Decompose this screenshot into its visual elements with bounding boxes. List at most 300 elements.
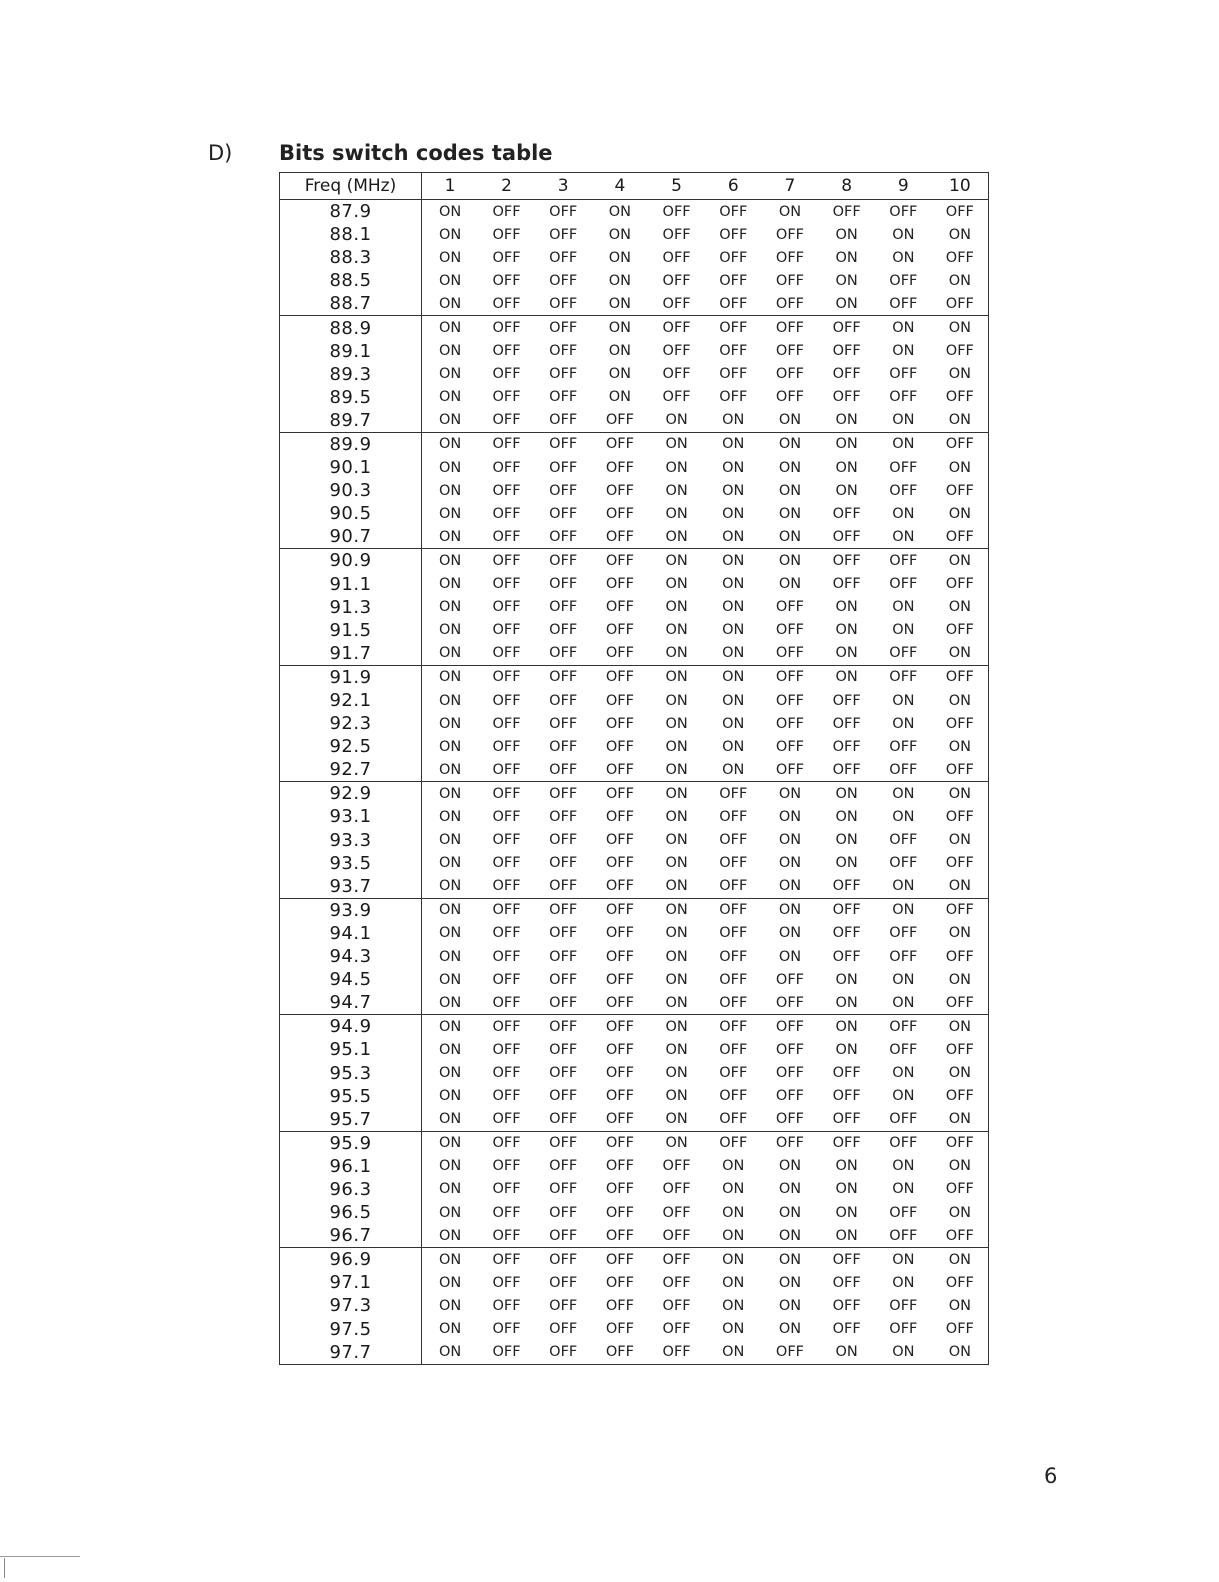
bit-cell: ON (608, 226, 632, 243)
bit-cell: OFF (832, 948, 861, 965)
freq-cell: 93.1 (280, 805, 422, 828)
freq-cell: 88.7 (280, 292, 422, 316)
bit-cell: OFF (535, 1248, 592, 1272)
bit-column-header: 7 (762, 173, 819, 200)
bit-cell: ON (835, 412, 858, 429)
bit-cell: OFF (605, 692, 634, 709)
bit-cell: OFF (549, 1181, 578, 1198)
bit-cell: OFF (605, 1344, 634, 1361)
bit-cell: ON (892, 1344, 915, 1361)
bit-cell: OFF (478, 898, 535, 922)
bit-cell: OFF (945, 1321, 974, 1338)
freq-cell: 90.9 (280, 549, 422, 573)
bit-cell: ON (438, 412, 462, 429)
table-row (280, 1271, 989, 1294)
bit-cell: OFF (775, 622, 805, 639)
bit-cell: OFF (705, 898, 762, 922)
bit-cell: OFF (662, 1181, 691, 1198)
bit-cell: ON (438, 1321, 462, 1338)
bit-cell: OFF (549, 482, 578, 499)
bit-cell: OFF (945, 1088, 974, 1105)
bit-cell: ON (438, 971, 462, 988)
bit-cell: OFF (549, 948, 578, 965)
table-row (280, 945, 989, 968)
bit-cell: OFF (478, 316, 535, 340)
bit-cell: OFF (818, 1131, 875, 1155)
bit-cell: ON (722, 1204, 745, 1221)
bit-cell: ON (705, 1248, 762, 1272)
bit-column-header: 3 (535, 173, 592, 200)
freq-cell: 92.9 (280, 782, 422, 806)
table-row (280, 1061, 989, 1084)
bit-cell: ON (948, 832, 971, 849)
bit-cell: ON (608, 389, 632, 406)
bit-cell: OFF (492, 622, 521, 639)
bit-cell: ON (948, 738, 971, 755)
bit-cell: OFF (719, 925, 748, 942)
freq-cell: 90.5 (280, 502, 422, 525)
bit-cell: OFF (492, 389, 521, 406)
bit-cell: OFF (492, 808, 521, 825)
bit-cell: OFF (662, 1274, 691, 1291)
bit-cell: OFF (549, 715, 578, 732)
freq-cell: 96.1 (280, 1155, 422, 1178)
bit-cell: ON (932, 1015, 989, 1039)
bit-cell: OFF (832, 505, 861, 522)
bit-cell: OFF (889, 1204, 918, 1221)
bit-cell: ON (722, 692, 745, 709)
bit-cell: ON (835, 226, 858, 243)
bit-column-header: 9 (875, 173, 932, 200)
freq-cell: 93.3 (280, 829, 422, 852)
bit-cell: ON (948, 878, 971, 895)
bit-cell: OFF (478, 782, 535, 806)
bit-cell: ON (665, 505, 688, 522)
bit-cell: OFF (832, 1274, 861, 1291)
bit-cell: OFF (492, 925, 521, 942)
bit-cell: ON (892, 1181, 915, 1198)
bit-cell: ON (648, 898, 705, 922)
bit-cell: OFF (662, 249, 691, 266)
bit-cell: ON (665, 576, 688, 593)
bit-cell: ON (892, 1065, 915, 1082)
bit-cell: OFF (605, 482, 634, 499)
bit-cell: ON (948, 366, 971, 383)
bit-cell: OFF (592, 898, 649, 922)
table-row (280, 991, 989, 1015)
freq-cell: 92.5 (280, 735, 422, 758)
bit-cell: ON (665, 1041, 688, 1058)
freq-cell: 88.9 (280, 316, 422, 340)
bit-cell: ON (608, 272, 632, 289)
table-row (280, 689, 989, 712)
freq-cell: 95.7 (280, 1108, 422, 1132)
bit-cell: ON (778, 1204, 802, 1221)
bit-cell: OFF (945, 808, 974, 825)
bit-cell: ON (722, 459, 745, 476)
bit-cell: ON (438, 295, 462, 312)
bit-cell: ON (438, 1111, 462, 1128)
bit-cell: OFF (762, 665, 819, 689)
bit-cell: ON (422, 1131, 479, 1155)
table-row (280, 619, 989, 642)
bit-cell: OFF (492, 366, 521, 383)
bit-cell: OFF (592, 1248, 649, 1272)
bit-cell: ON (438, 808, 462, 825)
freq-cell: 92.3 (280, 712, 422, 735)
bit-cell: OFF (605, 1111, 634, 1128)
table-row (280, 968, 989, 991)
bit-cell: ON (762, 1248, 819, 1272)
table-row (280, 549, 989, 573)
bit-cell: OFF (492, 412, 521, 429)
freq-cell: 90.3 (280, 479, 422, 502)
bit-cell: ON (422, 549, 479, 573)
bit-cell: OFF (832, 692, 861, 709)
bit-cell: OFF (818, 898, 875, 922)
bit-cell: ON (722, 1274, 745, 1291)
bit-cell: OFF (719, 226, 748, 243)
bit-cell: OFF (719, 389, 748, 406)
table-row (280, 1318, 989, 1341)
bit-cell: OFF (889, 1227, 918, 1244)
bit-cell: ON (722, 1321, 745, 1338)
freq-cell: 93.9 (280, 898, 422, 922)
bit-cell: OFF (889, 272, 918, 289)
bit-cell: ON (778, 925, 802, 942)
section-letter: D) (208, 141, 233, 165)
bit-cell: OFF (492, 1065, 521, 1082)
bit-cell: ON (948, 692, 971, 709)
bit-cell: OFF (662, 343, 691, 360)
bit-cell: ON (648, 665, 705, 689)
bit-cell: OFF (832, 389, 861, 406)
bit-cell: OFF (889, 1041, 918, 1058)
bit-cell: ON (948, 505, 971, 522)
bit-cell: ON (722, 645, 745, 662)
bit-cell: OFF (932, 432, 989, 456)
bit-cell: ON (932, 782, 989, 806)
bit-cell: OFF (478, 1131, 535, 1155)
bit-cell: OFF (492, 576, 521, 593)
bit-cell: ON (438, 1227, 462, 1244)
bit-cell: OFF (605, 1274, 634, 1291)
freq-cell: 94.7 (280, 991, 422, 1015)
bit-cell: ON (438, 761, 462, 778)
bit-cell: ON (948, 1111, 971, 1128)
bit-cell: OFF (662, 1158, 691, 1175)
bit-cell: OFF (492, 203, 521, 220)
bit-cell: OFF (719, 366, 748, 383)
bit-cell: ON (665, 761, 688, 778)
bit-cell: OFF (549, 1321, 578, 1338)
table-row (280, 292, 989, 316)
bit-cell: OFF (945, 715, 974, 732)
bit-cell: OFF (492, 459, 521, 476)
bit-cell: ON (948, 645, 971, 662)
bit-cell: OFF (945, 1181, 974, 1198)
bit-cell: ON (948, 412, 971, 429)
bit-cell: OFF (549, 1204, 578, 1221)
bit-cell: OFF (775, 761, 805, 778)
bit-cell: OFF (605, 528, 634, 545)
freq-cell: 96.7 (280, 1224, 422, 1248)
bit-cell: ON (835, 971, 858, 988)
bit-cell: OFF (492, 1158, 521, 1175)
bit-cell: OFF (605, 1181, 634, 1198)
freq-cell: 91.5 (280, 619, 422, 642)
bit-cell: ON (722, 528, 745, 545)
freq-cell: 96.9 (280, 1248, 422, 1272)
bit-cell: ON (835, 272, 858, 289)
bit-cell: OFF (549, 1111, 578, 1128)
bit-cell: OFF (549, 1344, 578, 1361)
bit-cell: ON (665, 645, 688, 662)
bit-column-header: 6 (705, 173, 762, 200)
bit-cell: OFF (605, 1321, 634, 1338)
bit-cell: ON (438, 505, 462, 522)
bit-cell: ON (948, 1158, 971, 1175)
bit-cell: OFF (549, 1227, 578, 1244)
bit-cell: OFF (492, 272, 521, 289)
bit-cell: ON (892, 249, 915, 266)
bit-cell: OFF (775, 295, 805, 312)
bit-cell: OFF (945, 249, 974, 266)
bit-cell: OFF (605, 738, 634, 755)
bit-cell: OFF (719, 832, 748, 849)
bit-cell: ON (665, 692, 688, 709)
bit-cell: OFF (889, 576, 918, 593)
table-row (280, 758, 989, 782)
bit-cell: OFF (889, 1321, 918, 1338)
freq-cell: 95.3 (280, 1061, 422, 1084)
freq-cell: 87.9 (280, 200, 422, 224)
bit-cell: OFF (889, 389, 918, 406)
bit-cell: ON (438, 249, 462, 266)
bit-cell: ON (835, 599, 858, 616)
bit-cell: ON (892, 599, 915, 616)
bit-cell: OFF (775, 389, 805, 406)
table-row (280, 502, 989, 525)
table-row (280, 432, 989, 456)
bit-cell: OFF (889, 832, 918, 849)
bit-cell: OFF (662, 1297, 691, 1314)
bit-cell: OFF (549, 505, 578, 522)
bit-cell: OFF (492, 1181, 521, 1198)
freq-cell: 96.3 (280, 1178, 422, 1201)
bit-cell: ON (608, 366, 632, 383)
bit-cell: ON (438, 994, 462, 1011)
bit-cell: ON (778, 459, 802, 476)
bit-cell: OFF (492, 1227, 521, 1244)
freq-cell: 88.3 (280, 246, 422, 269)
bit-cell: OFF (549, 343, 578, 360)
freq-cell: 89.5 (280, 386, 422, 409)
bit-cell: OFF (549, 528, 578, 545)
bit-cell: ON (818, 1015, 875, 1039)
freq-cell: 88.1 (280, 223, 422, 246)
bit-cell: ON (835, 249, 858, 266)
bit-cell: ON (892, 971, 915, 988)
bit-cell: OFF (775, 343, 805, 360)
bit-cell: OFF (592, 549, 649, 573)
bit-cell: OFF (592, 782, 649, 806)
bit-cell: ON (892, 808, 915, 825)
freq-cell: 94.9 (280, 1015, 422, 1039)
bit-cell: ON (892, 622, 915, 639)
bit-cell: OFF (775, 1041, 805, 1058)
bit-cell: OFF (535, 782, 592, 806)
bit-cell: ON (648, 1015, 705, 1039)
bit-cell: OFF (705, 316, 762, 340)
bit-cell: OFF (719, 203, 748, 220)
bit-cell: OFF (549, 389, 578, 406)
bit-cell: OFF (889, 855, 918, 872)
bit-cell: OFF (605, 645, 634, 662)
bit-cell: OFF (549, 599, 578, 616)
bit-cell: OFF (775, 994, 805, 1011)
bit-cell: ON (648, 432, 705, 456)
bit-cell: ON (948, 1204, 971, 1221)
bit-cell: ON (835, 1227, 858, 1244)
bit-cell: OFF (775, 366, 805, 383)
bit-cell: OFF (605, 1227, 634, 1244)
table-row (280, 1131, 989, 1155)
bit-cell: ON (438, 1065, 462, 1082)
bit-cell: ON (438, 832, 462, 849)
bit-cell: OFF (492, 738, 521, 755)
bit-cell: ON (648, 549, 705, 573)
freq-cell: 95.5 (280, 1085, 422, 1108)
bit-cell: ON (778, 948, 802, 965)
bit-cell: OFF (549, 1158, 578, 1175)
bit-cell: OFF (932, 665, 989, 689)
bit-cell: ON (778, 832, 802, 849)
bit-cell: ON (722, 715, 745, 732)
bit-cell: ON (422, 1015, 479, 1039)
bit-cell: OFF (832, 343, 861, 360)
bit-cell: ON (892, 715, 915, 732)
bit-cell: OFF (775, 599, 805, 616)
table-row (280, 805, 989, 828)
bit-cell: ON (948, 459, 971, 476)
bit-cell: ON (892, 878, 915, 895)
bit-cell: OFF (705, 1131, 762, 1155)
bit-cell: OFF (719, 948, 748, 965)
bit-cell: ON (835, 1181, 858, 1198)
bit-cell: OFF (605, 1065, 634, 1082)
bit-cell: OFF (775, 738, 805, 755)
bit-cell: OFF (492, 1111, 521, 1128)
bit-cell: OFF (605, 576, 634, 593)
bit-cell: OFF (549, 738, 578, 755)
bit-cell: OFF (719, 808, 748, 825)
bit-cell: OFF (492, 249, 521, 266)
bit-switch-codes-table (279, 172, 989, 1365)
bit-cell: OFF (492, 482, 521, 499)
bit-cell: ON (722, 1227, 745, 1244)
bit-cell: ON (778, 855, 802, 872)
bit-cell: OFF (492, 761, 521, 778)
bit-cell: OFF (549, 692, 578, 709)
bit-cell: OFF (605, 878, 634, 895)
bit-cell: OFF (945, 1041, 974, 1058)
bit-cell: ON (948, 925, 971, 942)
table-row (280, 1341, 989, 1365)
table-row (280, 712, 989, 735)
bit-cell: OFF (605, 622, 634, 639)
bit-cell: ON (438, 878, 462, 895)
bit-cell: OFF (775, 272, 805, 289)
bit-cell: ON (438, 855, 462, 872)
table-row (280, 223, 989, 246)
bit-cell: OFF (492, 599, 521, 616)
bit-cell: OFF (775, 1088, 805, 1105)
bit-cell: ON (438, 1274, 462, 1291)
freq-cell: 97.1 (280, 1271, 422, 1294)
bit-cell: OFF (705, 782, 762, 806)
table-row (280, 829, 989, 852)
table-header-row (280, 173, 989, 200)
bit-cell: ON (422, 1248, 479, 1272)
bit-cell: ON (875, 432, 932, 456)
freq-cell: 89.9 (280, 432, 422, 456)
bit-cell: OFF (492, 1204, 521, 1221)
bit-cell: ON (835, 1204, 858, 1221)
freq-cell: 88.5 (280, 269, 422, 292)
table-row (280, 1294, 989, 1317)
bit-cell: ON (892, 994, 915, 1011)
bit-cell: ON (438, 366, 462, 383)
freq-cell: 89.3 (280, 363, 422, 386)
bit-cell: ON (948, 226, 971, 243)
bit-cell: OFF (719, 1041, 748, 1058)
bit-cell: OFF (549, 925, 578, 942)
bit-cell: ON (778, 412, 802, 429)
bit-cell: OFF (719, 971, 748, 988)
bit-cell: OFF (549, 412, 578, 429)
bit-cell: ON (835, 459, 858, 476)
bit-cell: OFF (549, 1274, 578, 1291)
bit-cell: OFF (605, 459, 634, 476)
bit-cell: OFF (492, 1321, 521, 1338)
bit-cell: ON (438, 715, 462, 732)
bit-cell: ON (438, 1041, 462, 1058)
bit-cell: OFF (775, 1065, 805, 1082)
bit-cell: ON (722, 761, 745, 778)
bit-cell: ON (422, 665, 479, 689)
bit-cell: OFF (889, 948, 918, 965)
bit-cell: OFF (662, 389, 691, 406)
table-row (280, 1201, 989, 1224)
bit-cell: ON (722, 1344, 745, 1361)
bit-cell: ON (438, 482, 462, 499)
bit-cell: OFF (889, 459, 918, 476)
bit-cell: OFF (605, 505, 634, 522)
freq-cell: 94.1 (280, 922, 422, 945)
bit-cell: OFF (492, 878, 521, 895)
bit-cell: ON (438, 226, 462, 243)
bit-cell: OFF (549, 761, 578, 778)
bit-cell: ON (665, 1111, 688, 1128)
bit-cell: OFF (719, 1111, 748, 1128)
bit-cell: OFF (832, 1065, 861, 1082)
bit-cell: OFF (945, 994, 974, 1011)
freq-cell: 94.3 (280, 945, 422, 968)
bit-cell: OFF (549, 1041, 578, 1058)
bit-cell: OFF (492, 1088, 521, 1105)
bit-cell: OFF (762, 316, 819, 340)
